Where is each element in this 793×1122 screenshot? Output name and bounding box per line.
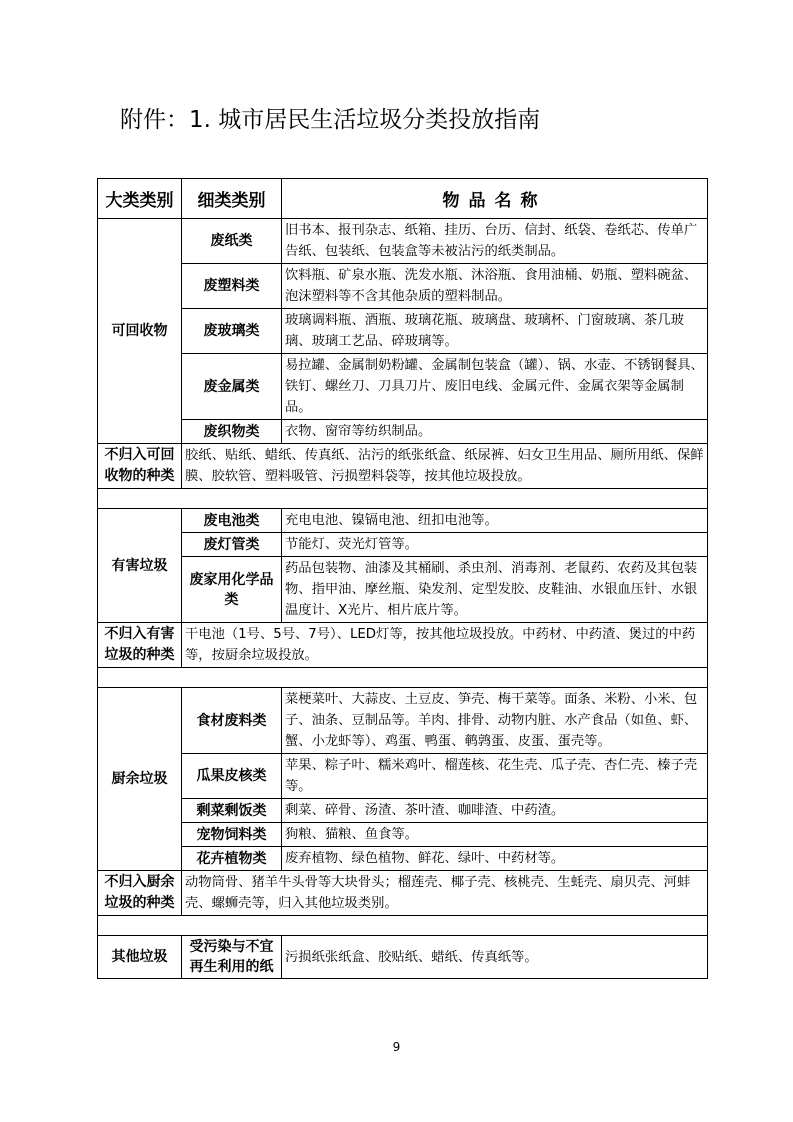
category-other: 其他垃圾 xyxy=(98,936,182,979)
header-category: 大类类别 xyxy=(98,179,182,219)
header-subcategory: 细类类别 xyxy=(182,179,282,219)
excluded-label: 不归入厨余垃圾的种类 xyxy=(98,871,182,916)
excluded-label: 不归入有害垃圾的种类 xyxy=(98,623,182,668)
items-cell: 节能灯、荧光灯管等。 xyxy=(282,533,708,557)
items-cell: 充电电池、镍镉电池、纽扣电池等。 xyxy=(282,509,708,533)
spacer-cell xyxy=(98,489,708,509)
table-row xyxy=(98,936,708,979)
table-row xyxy=(98,509,708,533)
category-recyclable: 可回收物 xyxy=(98,219,182,444)
subcategory-cell: 受污染与不宜再生利用的纸 xyxy=(182,936,282,979)
spacer-row xyxy=(98,668,708,688)
subcategory-cell: 废塑料类 xyxy=(182,264,282,309)
spacer-cell xyxy=(98,668,708,688)
table-row xyxy=(98,309,708,354)
spacer-cell xyxy=(98,916,708,936)
subcategory-cell: 废纸类 xyxy=(182,219,282,264)
table-row xyxy=(98,354,708,420)
excluded-items: 干电池（1号、5号、7号）、LED灯等，按其他垃圾投放。中药材、中药渣、煲过的中药等，按厨余垃圾投放。 xyxy=(182,623,708,668)
spacer-row xyxy=(98,916,708,936)
subcategory-cell: 废家用化学品类 xyxy=(182,557,282,623)
table-row xyxy=(98,219,708,264)
table-header-row xyxy=(98,179,708,219)
table-row xyxy=(98,533,708,557)
items-cell: 菜梗菜叶、大蒜皮、土豆皮、笋壳、梅干菜等。面条、米粉、小米、包子、油条、豆制品等。羊肉、排骨、动物内脏、水产食品（如鱼、虾、蟹、小龙虾等）、鸡蛋、鸭蛋、鹌鹑蛋、皮蛋、蛋壳等。 xyxy=(282,688,708,754)
spacer-row xyxy=(98,489,708,509)
table-row xyxy=(98,557,708,623)
items-cell: 易拉罐、金属制奶粉罐、金属制包装盒（罐）、锅、水壶、不锈钢餐具、铁钉、螺丝刀、刀具刀片、废旧电线、金属元件、金属衣架等金属制品。 xyxy=(282,354,708,420)
table-row xyxy=(98,754,708,799)
items-cell: 废弃植物、绿色植物、鲜花、绿叶、中药材等。 xyxy=(282,847,708,871)
table-row xyxy=(98,688,708,754)
subcategory-cell: 废金属类 xyxy=(182,354,282,420)
table-row xyxy=(98,799,708,823)
subcategory-cell: 食材废料类 xyxy=(182,688,282,754)
subcategory-cell: 废玻璃类 xyxy=(182,309,282,354)
table-row xyxy=(98,420,708,444)
subcategory-cell: 花卉植物类 xyxy=(182,847,282,871)
excluded-label: 不归入可回收物的种类 xyxy=(98,444,182,489)
subcategory-cell: 剩菜剩饭类 xyxy=(182,799,282,823)
subcategory-cell: 宠物饲料类 xyxy=(182,823,282,847)
subcategory-cell: 废织物类 xyxy=(182,420,282,444)
items-cell: 污损纸张纸盒、胶贴纸、蜡纸、传真纸等。 xyxy=(282,936,708,979)
items-cell: 狗粮、猫粮、鱼食等。 xyxy=(282,823,708,847)
table-row xyxy=(98,823,708,847)
category-hazardous: 有害垃圾 xyxy=(98,509,182,623)
items-cell: 剩菜、碎骨、汤渣、茶叶渣、咖啡渣、中药渣。 xyxy=(282,799,708,823)
table-row xyxy=(98,264,708,309)
subcategory-cell: 瓜果皮核类 xyxy=(182,754,282,799)
excluded-items: 动物筒骨、猪羊牛头骨等大块骨头；榴莲壳、椰子壳、核桃壳、生蚝壳、扇贝壳、河蚌壳、螺蛳壳等，归入其他垃圾类别。 xyxy=(182,871,708,916)
subcategory-cell: 废电池类 xyxy=(182,509,282,533)
excluded-items: 胶纸、贴纸、蜡纸、传真纸、沾污的纸张纸盒、纸尿裤、妇女卫生用品、厕所用纸、保鲜膜、胶软管、塑料吸管、污损塑料袋等，按其他垃圾投放。 xyxy=(182,444,708,489)
items-cell: 苹果、粽子叶、糯米鸡叶、榴莲核、花生壳、瓜子壳、杏仁壳、榛子壳等。 xyxy=(282,754,708,799)
items-cell: 药品包装物、油漆及其桶刷、杀虫剂、消毒剂、老鼠药、农药及其包装物、指甲油、摩丝瓶、染发剂、定型发胶、皮鞋油、水银血压针、水银温度计、X光片、相片底片等。 xyxy=(282,557,708,623)
items-cell: 玻璃调料瓶、酒瓶、玻璃花瓶、玻璃盘、玻璃杯、门窗玻璃、茶几玻璃、玻璃工艺品、碎玻璃等。 xyxy=(282,309,708,354)
excluded-row xyxy=(98,444,708,489)
subcategory-cell: 废灯管类 xyxy=(182,533,282,557)
waste-sorting-table xyxy=(97,178,708,979)
items-cell: 旧书本、报刊杂志、纸箱、挂历、台历、信封、纸袋、卷纸芯、传单广告纸、包装纸、包装盒等未被沾污的纸类制品。 xyxy=(282,219,708,264)
excluded-row xyxy=(98,871,708,916)
items-cell: 衣物、窗帘等纺织制品。 xyxy=(282,420,708,444)
page-number: 9 xyxy=(392,1040,401,1054)
excluded-row xyxy=(98,623,708,668)
page-title: 附件：1. 城市居民生活垃圾分类投放指南 xyxy=(120,107,541,133)
category-kitchen: 厨余垃圾 xyxy=(98,688,182,871)
items-cell: 饮料瓶、矿泉水瓶、洗发水瓶、沐浴瓶、食用油桶、奶瓶、塑料碗盆、泡沫塑料等不含其他杂质的塑料制品。 xyxy=(282,264,708,309)
header-items: 物品名称 xyxy=(282,179,708,219)
table-row xyxy=(98,847,708,871)
